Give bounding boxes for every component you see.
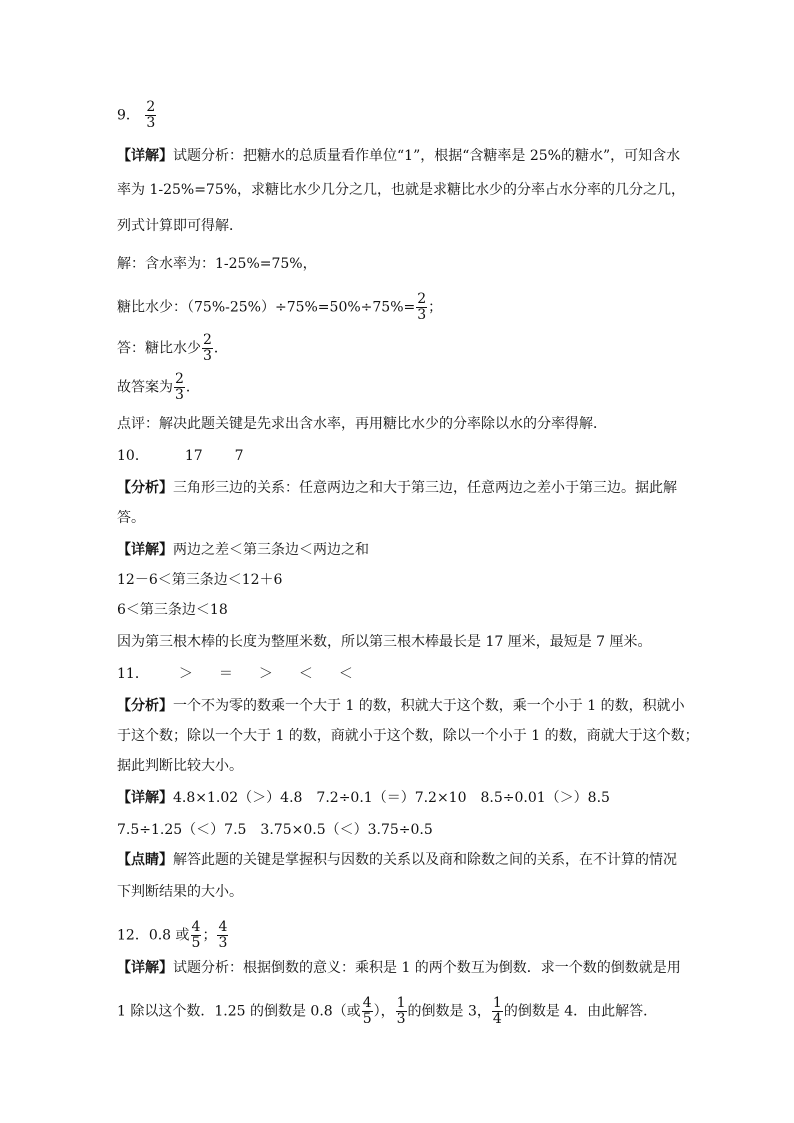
q12-detail-fraction-3: $\frac{1}{4}$ — [492, 995, 502, 1027]
q9-comment: 点评：解决此题关键是先求出含水率，再用糖比水少的分率除以水的分率得解． — [117, 416, 607, 432]
q9-detail-tag: 【详解】 — [117, 148, 173, 164]
q11-analysis-tag: 【分析】 — [117, 698, 173, 714]
q11-detail-line-2: 7.5÷1.25（＜）7.5 3.75×0.5（＜）3.75÷0.5 — [117, 822, 433, 838]
q11-point-tag: 【点睛】 — [117, 852, 173, 868]
q11-symbol-2: ＝ — [218, 666, 233, 682]
q10-analysis-tag: 【分析】 — [117, 480, 173, 496]
q10-number: 10． — [117, 448, 149, 464]
q9-final-answer: 故答案为 $\frac{2}{3}$ ． — [117, 371, 200, 403]
q11-number: 11． — [117, 666, 149, 682]
q10-detail-line-4: 因为第三根木棒的长度为整厘米数，所以第三根木棒最长是 17 厘米，最短是 7 厘米。 — [117, 634, 652, 650]
q11-symbol-4: ＜ — [298, 666, 313, 682]
q11-answer-line — [117, 664, 353, 684]
q12-answer-fraction-2: $\frac{4}{3}$ — [218, 919, 228, 951]
q12-number: 12． — [117, 927, 149, 944]
q11-symbol-5: ＜ — [338, 666, 353, 682]
q11-point-line-2: 下判断结果的大小。 — [117, 884, 243, 900]
q10-answer-line — [117, 446, 244, 466]
q11-symbol-1: ＞ — [178, 666, 193, 682]
q9-solution-line-1: 解：含水率为：1-25%=75%， — [117, 256, 317, 272]
q12-detail-fraction-1: $\frac{4}{5}$ — [362, 995, 372, 1027]
q9-detail-line-1: 【详解】试题分析：把糖水的总质量看作单位“1”，根据“含糖率是 25%的糖水”，可知含水 — [117, 148, 681, 164]
q12-answer-line: 12．0.8 或 $\frac{4}{5}$ ； $\frac{4}{3}$ — [117, 919, 228, 951]
q11-detail-tag: 【详解】 — [117, 790, 173, 806]
q9-solution-fraction: $\frac{2}{3}$ — [417, 291, 427, 323]
q10-answer-1: 17 — [184, 448, 203, 464]
q12-detail-line-2: 1 除以这个数．1.25 的倒数是 0.8（或 $\frac{4}{5}$ ）， $\frac{1}{3}$ 的倒数是 3， $\frac{1}{4}$ 的倒数是 4．由此解答． — [117, 995, 658, 1027]
q10-detail-line-1: 【详解】两边之差＜第三条边＜两边之和 — [117, 542, 369, 558]
q10-analysis-line-2: 答。 — [117, 510, 145, 526]
q10-answer-2: 7 — [234, 448, 244, 464]
q12-answer-fraction-1: $\frac{4}{5}$ — [191, 919, 201, 951]
q10-detail-tag: 【详解】 — [117, 542, 173, 558]
q11-analysis-line-3: 据此判断比较大小。 — [117, 758, 243, 774]
q12-detail-fraction-2: $\frac{1}{3}$ — [396, 995, 406, 1027]
q9-answer-statement-fraction: $\frac{2}{3}$ — [203, 332, 212, 364]
q9-solution-line-2: 糖比水少：（75%-25%）÷75%=50%÷75%= $\frac{2}{3}$ ； — [117, 291, 443, 323]
q10-analysis-line-1: 【分析】三角形三边的关系：任意两边之和大于第三边，任意两边之差小于第三边。据此解 — [117, 480, 677, 496]
q11-analysis-line-1: 【分析】一个不为零的数乘一个大于 1 的数，积就大于这个数，乘一个小于 1 的数，积就小 — [117, 698, 685, 714]
q11-symbol-3: ＞ — [258, 666, 273, 682]
q9-detail-line-3: 列式计算即可得解． — [117, 218, 243, 234]
q9-number: 9． — [117, 107, 140, 124]
q9-final-fraction: $\frac{2}{3}$ — [175, 371, 184, 403]
q11-detail-line-1: 【详解】4.8×1.02（＞）4.8 7.2÷0.1（＝）7.2×10 8.5÷0.01（＞）8.5 — [117, 790, 610, 806]
q10-detail-line-3: 6＜第三条边＜18 — [117, 602, 228, 618]
q12-detail-tag: 【详解】 — [117, 960, 173, 976]
q11-analysis-line-2: 于这个数；除以一个大于 1 的数，商就小于这个数，除以一个小于 1 的数，商就大于这个数； — [117, 728, 699, 744]
q9-answer-line — [117, 100, 157, 131]
q10-detail-line-2: 12－6＜第三条边＜12＋6 — [117, 572, 283, 588]
q12-detail-line-1: 【详解】试题分析：根据倒数的意义：乘积是 1 的两个数互为倒数．求一个数的倒数就是用 — [117, 960, 681, 976]
q9-answer-statement: 答：糖比水少 $\frac{2}{3}$ ． — [117, 332, 228, 364]
q9-answer-fraction: $\frac{2}{3}$ — [146, 99, 156, 131]
q11-point-line-1: 【点睛】解答此题的关键是掌握积与因数的关系以及商和除数之间的关系，在不计算的情况 — [117, 852, 677, 868]
q9-detail-line-2: 率为 1-25%=75%，求糖比水少几分之几，也就是求糖比水少的分率占水分率的几分之几， — [117, 182, 686, 198]
